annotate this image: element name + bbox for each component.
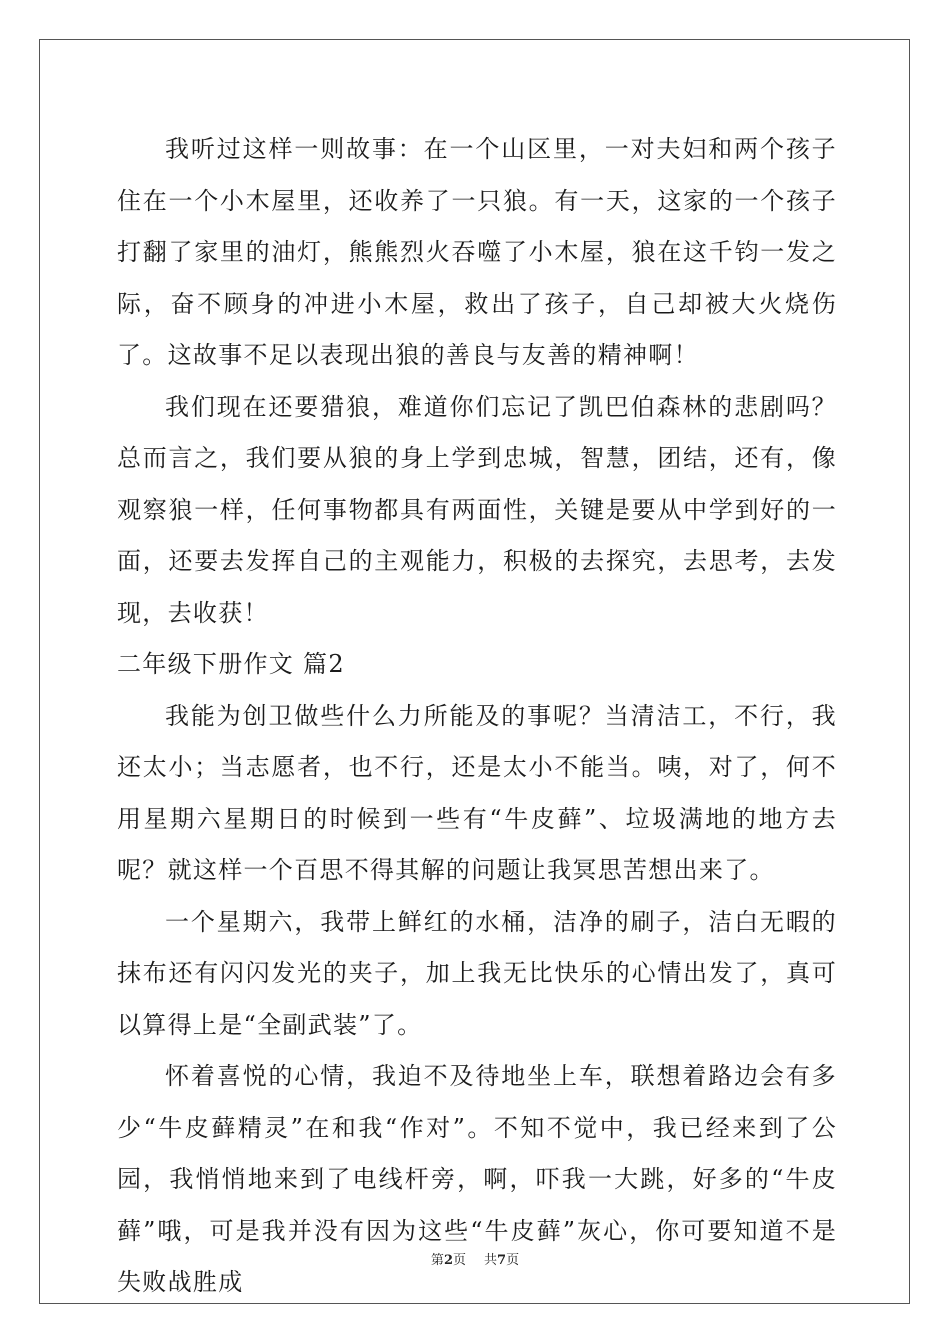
total-page-count: 7: [497, 1253, 507, 1268]
paragraph: 我们现在还要猎狼，难道你们忘记了凯巴伯森林的悲剧吗？总而言之，我们要从狼的身上学到忠城，智慧，团结，还有，像观察狼一样，任何事物都具有两面性，关键是要从中学到好的一面，还要去发挥自己的主观能力，积极的去探究，去思考，去发现，去收获！: [117, 392, 837, 627]
footer-page-suffix: 页: [452, 1253, 466, 1268]
paragraph: 我能为创卫做些什么力所能及的事呢？当清洁工，不行，我还太小；当志愿者，也不行，还是太小不能当。咦，对了，何不用星期六星期日的时候到一些有“牛皮藓”、垃圾满地的地方去呢？就这样一个百思不得其解的问题让我冥思苦想出来了。: [117, 701, 837, 884]
section-title: 二年级下册作文 篇2: [117, 650, 345, 678]
document-body: [117, 124, 837, 1309]
current-page-number: 2: [443, 1253, 453, 1268]
paragraph: 一个星期六，我带上鲜红的水桶，洁净的刷子，洁白无暇的抹布还有闪闪发光的夹子，加上我无比快乐的心情出发了，真可以算得上是“全副武装”了。: [117, 907, 837, 1039]
footer-total-suffix: 页: [506, 1253, 520, 1268]
paragraph: 怀着喜悦的心情，我迫不及待地坐上车，联想着路边会有多少“牛皮藓精灵”在和我“作对”。不知不觉中，我已经来到了公园，我悄悄地来到了电线杆旁，啊，吓我一大跳，好多的“牛皮藓”哦，可是我并没有因为这些“牛皮藓”灰心，你可要知道不是失败战胜成: [117, 1062, 837, 1296]
page-footer: [0, 1249, 950, 1268]
paragraph: 我听过这样一则故事：在一个山区里，一对夫妇和两个孩子住在一个小木屋里，还收养了一只狼。有一天，这家的一个孩子打翻了家里的油灯，熊熊烈火吞噬了小木屋，狼在这千钧一发之际，奋不顾身的冲进小木屋，救出了孩子，自己却被大火烧伤了。这故事不足以表现出狼的善良与友善的精神啊！: [117, 135, 837, 369]
footer-total-prefix: 共: [484, 1253, 498, 1268]
footer-prefix: 第: [430, 1253, 444, 1268]
